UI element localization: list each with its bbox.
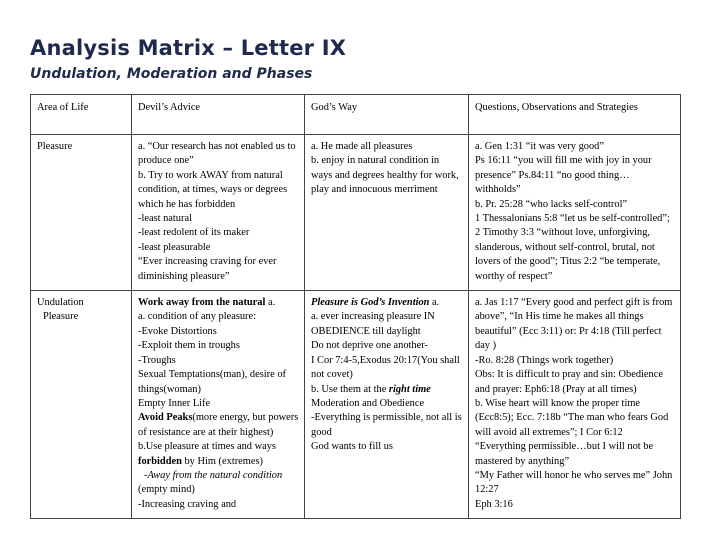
table-row (31, 135, 681, 291)
devil-text: a. condition of any pleasure: -Evoke Distortions -Exploit them in troughs -Troughs Sexual Temptations(man), desire of things(woman) Empty Inner Life (138, 311, 286, 409)
table-row (31, 291, 681, 519)
page-subtitle: Undulation, Moderation and Phases (30, 66, 313, 82)
area-sublabel: Pleasure (43, 311, 79, 323)
cell-questions: a. Jas 1:17 “Every good and perfect gift is from above”, “In His time he makes all things beautiful” (Ecc 3:11) or: Pr 4:18 (Till perfect day ) -Ro. 8:28 (Things work together) Obs: It is difficult to pray and sin: Obedience and prayer: Eph6:18 (Pray at all times) b. Wise heart will know the proper time (Ecc8:5); Ecc. 7:18b “The man who fears God will avoid all extremes”; I Cor 6:12 “Everything permissible…but I will not be mastered by anything” “My Father will honor he who serves me” John 12:27 Eph 3:16 (469, 291, 681, 519)
god-bold-text: right time (388, 383, 431, 395)
cell-area (31, 291, 132, 519)
header-area-of-life: Area of Life (31, 95, 132, 135)
area-label: Undulation (37, 297, 84, 309)
devil-text: a. (265, 297, 276, 309)
header-devils-advice: Devil’s Advice (132, 95, 305, 135)
devil-text: (empty mind) -Increasing craving and (138, 484, 237, 510)
header-gods-way: God’s Way (305, 95, 469, 135)
god-text: a. (429, 297, 440, 309)
god-bold-heading: Pleasure is God’s Invention (311, 297, 430, 309)
cell-area: Pleasure (31, 135, 132, 291)
cell-questions: a. Gen 1:31 “it was very good” Ps 16:11 “you will fill me with joy in your presence” Ps.84:11 “no good thing…withholds” b. Pr. 25:28 “who lacks self-control” 1 Thessalonians 5:8 “let us be self-controlled”; 2 Timothy 3:3 “without love, unforgiving, slanderous, without self-control, brutal, not lovers of the good”; Titus 2:2 “be temperate, worthy of respect” (469, 135, 681, 291)
devil-bold-text: Avoid Peaks (138, 412, 193, 424)
devil-italic-text: -Away from the natural condition (144, 469, 283, 481)
god-text: a. ever increasing pleasure IN OBEDIENCE till daylight Do not deprive one another- I Cor 7:4-5,Exodus 20:17(You shall not covet) b. Use them at the (311, 311, 460, 395)
cell-gods-way (305, 291, 469, 519)
table-header-row (31, 95, 681, 135)
header-questions: Questions, Observations and Strategies (469, 95, 681, 135)
devil-text: by Him (extremes) (181, 455, 263, 467)
cell-devil-advice (132, 291, 305, 519)
devil-bold-text: forbidden (138, 455, 182, 467)
devil-bold-heading: Work away from the natural (138, 297, 266, 309)
cell-gods-way: a. He made all pleasures b. enjoy in natural condition in ways and degrees healthy for work, play and innocuous merriment (305, 135, 469, 291)
devil-text: (more energy, but powers of resistance are at their highest) b.Use pleasure at times and ways (138, 412, 299, 453)
god-text: Moderation and Obedience -Everything is permissible, not all is good God wants to fill us (311, 397, 462, 453)
page-title: Analysis Matrix – Letter IX (30, 36, 347, 60)
analysis-matrix-table (30, 94, 681, 519)
cell-devil-advice: a. “Our research has not enabled us to produce one” b. Try to work AWAY from natural condition, at times, ways or degrees which he has forbidden -least natural -least redolent of its maker -least pleasurable “Ever increasing craving for ever diminishing pleasure” (132, 135, 305, 291)
